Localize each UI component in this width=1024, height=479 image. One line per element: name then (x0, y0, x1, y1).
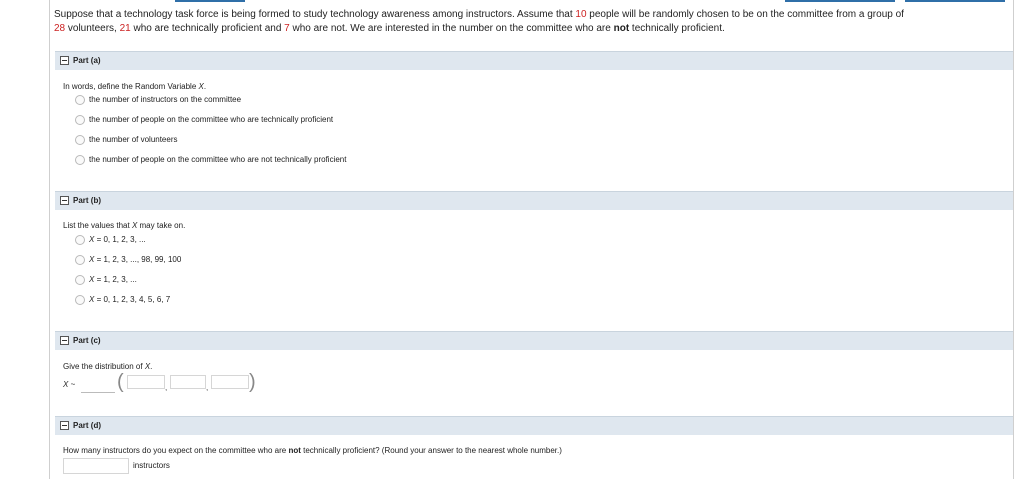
prompt-text: may take on. (137, 221, 186, 230)
part-c-header[interactable] (55, 331, 1013, 350)
option-label: the number of people on the committee who are not technically proficient (89, 155, 347, 165)
part-b-option-4[interactable] (75, 295, 170, 305)
prompt-text: technically proficient? (Round your answer to the nearest whole number.) (300, 446, 562, 455)
collapse-icon[interactable] (60, 421, 69, 430)
proficient-value: 21 (119, 23, 131, 34)
radio-button[interactable] (75, 155, 85, 165)
frame-right-border (1013, 0, 1014, 479)
variable-x: X (144, 362, 151, 371)
expected-value-input[interactable] (63, 458, 129, 474)
frame-left-border (49, 0, 50, 479)
prompt-text: List the values that (63, 221, 132, 230)
part-b-prompt (63, 221, 185, 230)
committee-size-value: 10 (575, 9, 587, 20)
problem-text: who are technically proficient and (130, 23, 285, 34)
variable-x: X (89, 295, 95, 305)
comma-separator: , (206, 383, 209, 392)
option-label: the number of volunteers (89, 135, 178, 145)
open-paren: ( (117, 371, 124, 393)
volunteers-value: 28 (54, 23, 66, 34)
radio-button[interactable] (75, 275, 85, 285)
problem-text: Suppose that a technology task force is being formed to study technology awareness among instructors. Assume that (54, 9, 576, 20)
distribution-param-3-input[interactable] (211, 375, 249, 389)
part-c-title: Part (c) (73, 336, 101, 345)
part-b-option-3[interactable] (75, 275, 137, 285)
top-tab-indicator-middle (785, 0, 895, 2)
radio-button[interactable] (75, 235, 85, 245)
unit-label: instructors (133, 461, 170, 470)
prompt-text: How many instructors do you expect on the committee who are (63, 446, 289, 455)
distribution-param-2-input[interactable] (170, 375, 206, 389)
part-a-title: Part (a) (73, 56, 101, 65)
part-a-prompt (63, 82, 206, 91)
radio-button[interactable] (75, 295, 85, 305)
emphasis-not: not (288, 446, 301, 455)
part-a-header[interactable] (55, 51, 1013, 70)
part-d-header[interactable] (55, 416, 1013, 435)
option-label: = 0, 1, 2, 3, ... (94, 235, 146, 245)
collapse-icon[interactable] (60, 196, 69, 205)
problem-text: technically proficient. (629, 23, 725, 34)
prompt-text: . (150, 362, 153, 371)
distribution-name-input[interactable] (81, 380, 115, 393)
part-b-option-2[interactable] (75, 255, 181, 265)
not-proficient-value: 7 (284, 23, 290, 34)
tilde-symbol: ~ (68, 380, 76, 389)
option-label: the number of instructors on the committee (89, 95, 242, 105)
part-b-option-1[interactable] (75, 235, 146, 245)
part-c-prompt (63, 362, 152, 371)
part-d-title: Part (d) (73, 421, 101, 430)
variable-x: X (89, 275, 95, 285)
part-a-option-2[interactable] (75, 115, 333, 125)
prompt-text: Give the distribution of (63, 362, 145, 371)
radio-button[interactable] (75, 255, 85, 265)
variable-x: X (131, 221, 138, 230)
option-label: the number of people on the committee who are technically proficient (89, 115, 334, 125)
part-b-title: Part (b) (73, 196, 101, 205)
part-d-prompt (63, 446, 562, 455)
close-paren: ) (249, 371, 256, 393)
distribution-x-label (63, 380, 75, 389)
top-tab-indicator-left (175, 0, 245, 2)
emphasis-not: not (613, 23, 630, 34)
option-label: = 1, 2, 3, ... (94, 275, 137, 285)
variable-x: X (89, 235, 95, 245)
radio-button[interactable] (75, 95, 85, 105)
option-label: = 1, 2, 3, ..., 98, 99, 100 (94, 255, 182, 265)
problem-text: volunteers, (65, 23, 120, 34)
top-tab-indicator-right (905, 0, 1005, 2)
variable-x: X (89, 255, 95, 265)
variable-x: X (198, 82, 204, 91)
comma-separator: , (165, 383, 168, 392)
part-a-option-3[interactable] (75, 135, 178, 145)
problem-statement (54, 8, 1004, 36)
prompt-text: . (203, 82, 207, 91)
problem-text: people will be randomly chosen to be on the committee from a group of (586, 9, 904, 20)
radio-button[interactable] (75, 115, 85, 125)
part-b-header[interactable] (55, 191, 1013, 210)
variable-x: X (63, 380, 69, 389)
option-label: = 0, 1, 2, 3, 4, 5, 6, 7 (94, 295, 171, 305)
part-a-option-4[interactable] (75, 155, 346, 165)
distribution-param-1-input[interactable] (127, 375, 165, 389)
collapse-icon[interactable] (60, 56, 69, 65)
part-a-option-1[interactable] (75, 95, 241, 105)
radio-button[interactable] (75, 135, 85, 145)
problem-text: who are not. We are interested in the number on the committee who are (289, 23, 614, 34)
collapse-icon[interactable] (60, 336, 69, 345)
prompt-text: In words, define the Random Variable (63, 82, 199, 91)
